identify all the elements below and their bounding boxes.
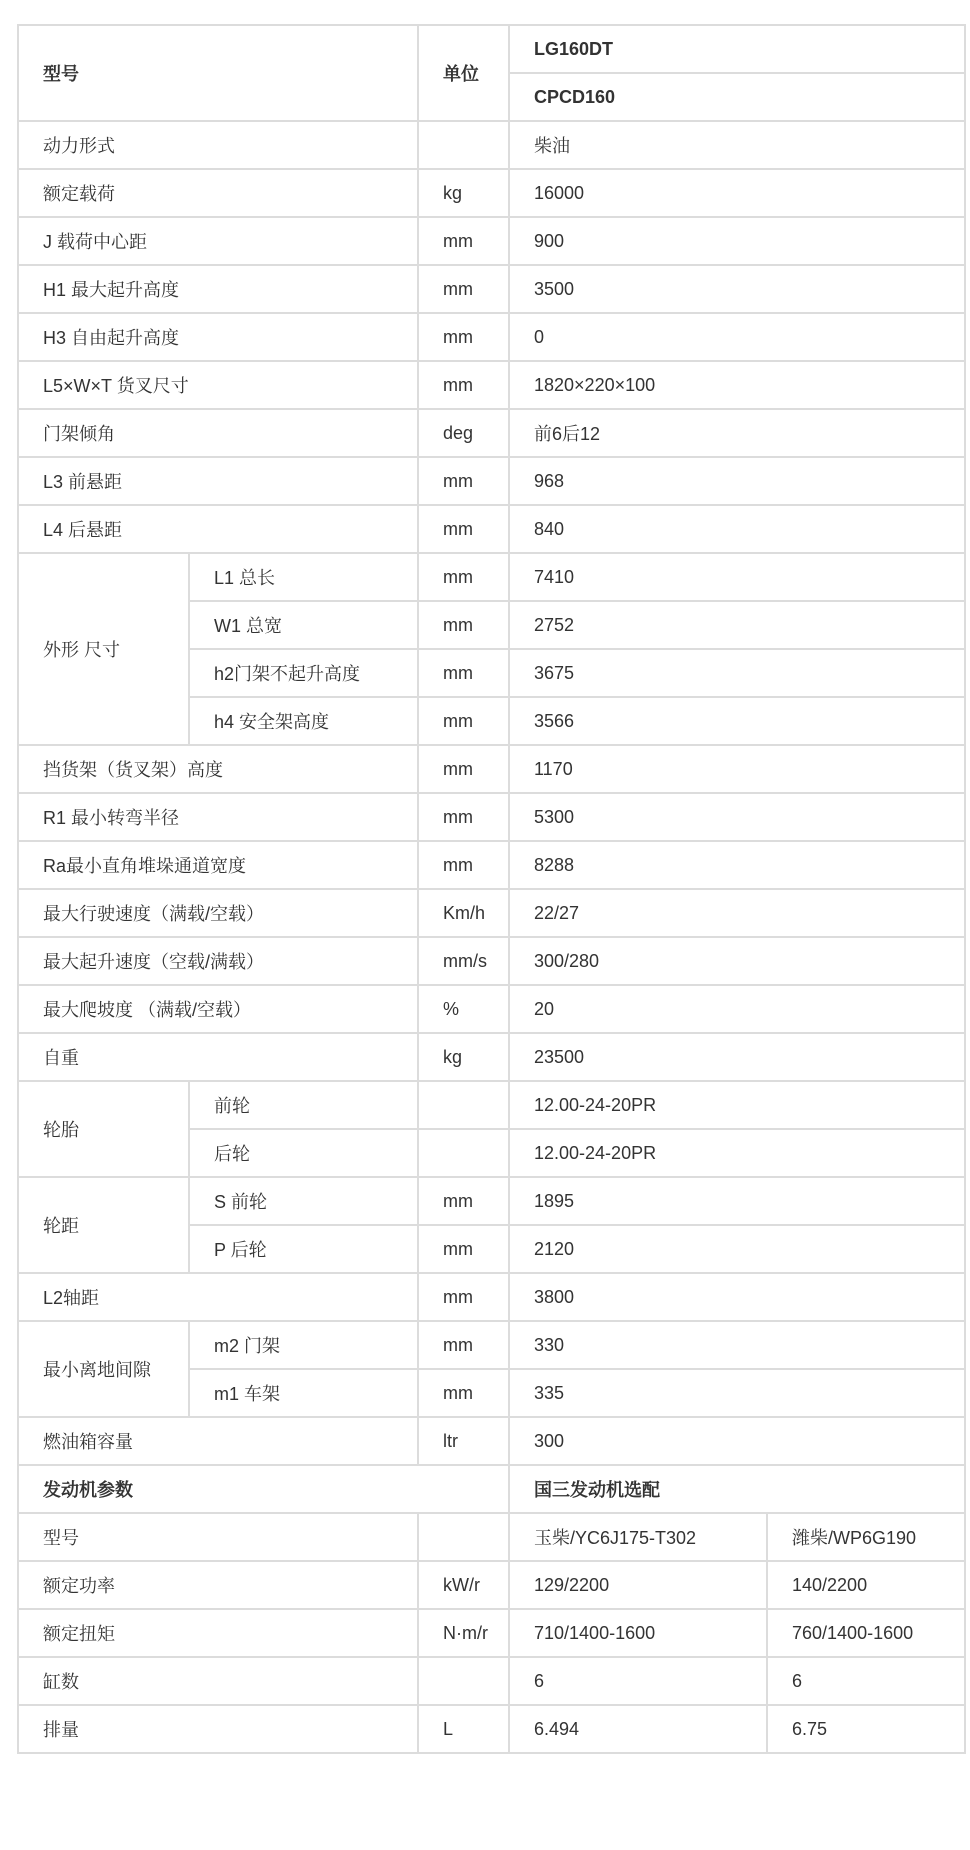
table-row [18,1177,965,1225]
table-row [18,1273,965,1321]
table-row [18,169,965,217]
spec-label: H3 自由起升高度 [18,313,418,361]
spec-label: W1 总宽 [189,601,418,649]
group-label: 外形 尺寸 [18,553,189,745]
spec-label: 挡货架（货叉架）高度 [18,745,418,793]
spec-value: 1170 [509,745,965,793]
spec-unit: mm [418,361,509,409]
table-row [18,793,965,841]
spec-unit: mm [418,1225,509,1273]
model-header: 型号 [18,25,418,121]
spec-label: J 载荷中心距 [18,217,418,265]
spec-value: 23500 [509,1033,965,1081]
spec-value: 3800 [509,1273,965,1321]
engine-unit [418,1513,509,1561]
engine-value-weichai: 潍柴/WP6G190 [767,1513,965,1561]
table-row [18,1513,965,1561]
spec-value: 300 [509,1417,965,1465]
spec-label: h2门架不起升高度 [189,649,418,697]
group-label: 轮距 [18,1177,189,1273]
spec-unit: mm [418,841,509,889]
model-name: LG160DT [509,25,965,73]
engine-value-weichai: 6 [767,1657,965,1705]
unit-header: 单位 [418,25,509,121]
model-name: CPCD160 [509,73,965,121]
spec-value: 5300 [509,793,965,841]
spec-unit: mm [418,1273,509,1321]
spec-unit: kg [418,169,509,217]
spec-unit: mm [418,505,509,553]
spec-label: 前轮 [189,1081,418,1129]
spec-unit: Km/h [418,889,509,937]
engine-section-title: 发动机参数 [18,1465,509,1513]
spec-label: 自重 [18,1033,418,1081]
spec-label: 最大行驶速度（满载/空载） [18,889,418,937]
engine-label: 额定扭矩 [18,1609,418,1657]
engine-unit: L [418,1705,509,1753]
spec-label: H1 最大起升高度 [18,265,418,313]
table-row [18,985,965,1033]
engine-label: 额定功率 [18,1561,418,1609]
table-row [18,937,965,985]
spec-unit: mm [418,601,509,649]
spec-label: 最大爬坡度 （满载/空载） [18,985,418,1033]
engine-value-weichai: 140/2200 [767,1561,965,1609]
engine-value-yuchai: 710/1400-1600 [509,1609,767,1657]
spec-value: 3566 [509,697,965,745]
spec-label: 额定载荷 [18,169,418,217]
table-row [18,361,965,409]
spec-value: 12.00-24-20PR [509,1129,965,1177]
spec-unit: mm [418,217,509,265]
spec-label: L2轴距 [18,1273,418,1321]
spec-label: m2 门架 [189,1321,418,1369]
engine-value-weichai: 760/1400-1600 [767,1609,965,1657]
table-row [18,505,965,553]
engine-unit: kW/r [418,1561,509,1609]
spec-value: 300/280 [509,937,965,985]
spec-unit: mm [418,265,509,313]
spec-label: R1 最小转弯半径 [18,793,418,841]
table-row [18,1321,965,1369]
table-row [18,841,965,889]
engine-value-yuchai: 6.494 [509,1705,767,1753]
engine-value-yuchai: 玉柴/YC6J175-T302 [509,1513,767,1561]
table-row [18,313,965,361]
spec-label: L4 后悬距 [18,505,418,553]
engine-option-title: 国三发动机选配 [509,1465,965,1513]
table-row [18,217,965,265]
spec-value: 2120 [509,1225,965,1273]
engine-unit: N·m/r [418,1609,509,1657]
table-row [18,1609,965,1657]
spec-value: 12.00-24-20PR [509,1081,965,1129]
table-row [18,1657,965,1705]
spec-label: L5×W×T 货叉尺寸 [18,361,418,409]
spec-value: 335 [509,1369,965,1417]
spec-value: 0 [509,313,965,361]
spec-value: 前6后12 [509,409,965,457]
spec-value: 3675 [509,649,965,697]
spec-label: 门架倾角 [18,409,418,457]
spec-value: 2752 [509,601,965,649]
table-row [18,889,965,937]
engine-label: 缸数 [18,1657,418,1705]
header-row [18,25,965,73]
spec-value: 330 [509,1321,965,1369]
spec-label: P 后轮 [189,1225,418,1273]
spec-unit: mm [418,1321,509,1369]
engine-label: 型号 [18,1513,418,1561]
table-row [18,553,965,601]
table-row [18,1561,965,1609]
spec-unit: mm [418,313,509,361]
engine-label: 排量 [18,1705,418,1753]
table-row [18,1417,965,1465]
table-row [18,409,965,457]
table-row [18,745,965,793]
spec-value: 1820×220×100 [509,361,965,409]
spec-value: 柴油 [509,121,965,169]
spec-value: 7410 [509,553,965,601]
spec-value: 8288 [509,841,965,889]
spec-unit: mm/s [418,937,509,985]
spec-value: 16000 [509,169,965,217]
spec-unit: mm [418,745,509,793]
table-row [18,457,965,505]
spec-unit: mm [418,697,509,745]
spec-label: L1 总长 [189,553,418,601]
engine-value-yuchai: 129/2200 [509,1561,767,1609]
table-row [18,1081,965,1129]
spec-unit: mm [418,793,509,841]
table-row [18,1465,965,1513]
spec-value: 840 [509,505,965,553]
spec-unit: % [418,985,509,1033]
spec-value: 968 [509,457,965,505]
spec-label: 最大起升速度（空载/满载） [18,937,418,985]
spec-unit: mm [418,649,509,697]
spec-label: 燃油箱容量 [18,1417,418,1465]
spec-label: 后轮 [189,1129,418,1177]
spec-label: Ra最小直角堆垛通道宽度 [18,841,418,889]
table-row [18,265,965,313]
spec-value: 1895 [509,1177,965,1225]
spec-unit: mm [418,1177,509,1225]
spec-unit [418,1081,509,1129]
spec-unit: mm [418,1369,509,1417]
spec-unit: mm [418,457,509,505]
spec-value: 3500 [509,265,965,313]
spec-value: 20 [509,985,965,1033]
spec-label: S 前轮 [189,1177,418,1225]
spec-label: L3 前悬距 [18,457,418,505]
spec-value: 22/27 [509,889,965,937]
spec-label: 动力形式 [18,121,418,169]
table-row [18,1033,965,1081]
table-row [18,1705,965,1753]
engine-value-weichai: 6.75 [767,1705,965,1753]
spec-value: 900 [509,217,965,265]
engine-unit [418,1657,509,1705]
spec-unit: deg [418,409,509,457]
spec-unit: kg [418,1033,509,1081]
spec-label: m1 车架 [189,1369,418,1417]
spec-table [17,24,966,1754]
group-label: 轮胎 [18,1081,189,1177]
engine-value-yuchai: 6 [509,1657,767,1705]
group-label: 最小离地间隙 [18,1321,189,1417]
spec-unit: mm [418,553,509,601]
spec-label: h4 安全架高度 [189,697,418,745]
spec-unit [418,1129,509,1177]
table-row [18,121,965,169]
spec-unit: ltr [418,1417,509,1465]
spec-unit [418,121,509,169]
